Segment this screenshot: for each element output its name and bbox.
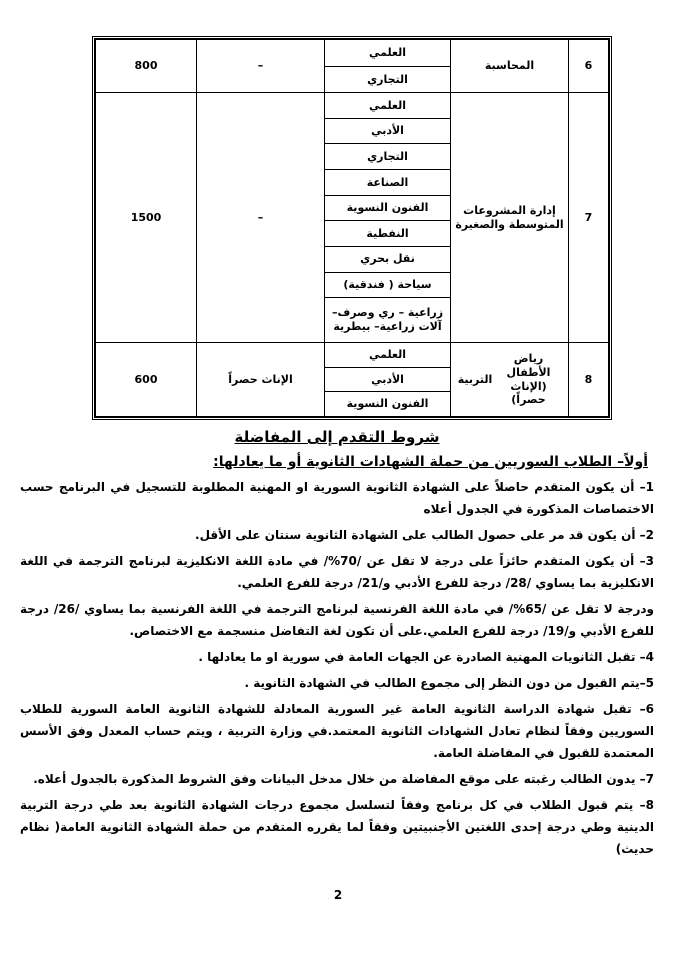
condition-cell: – bbox=[197, 93, 325, 343]
seats-cell: 600 bbox=[96, 343, 197, 417]
condition-paragraph: 6– تقبل شهادة الدراسة الثانوية العامة غير السورية المعادلة للشهادة الثانوية العامة السورية للطلاب السوريين وفقاً لنظام تعادل الشهادات الثانوية المعتمد.في وزارة التربية ، ويتم حساب المعدل وفق الأسس المعتمدة للقبول في المفاضلة العامة. bbox=[20, 702, 654, 760]
program-name: رياض الأطفال (الإناث حصراً) bbox=[506, 352, 551, 407]
program-name: المحاسبة bbox=[451, 40, 569, 93]
programs-table-frame bbox=[92, 36, 612, 420]
condition-paragraph: 3– أن يكون المتقدم حائزاً على درجة لا تقل عن /70%/ في مادة اللغة الانكليزية لبرنامج الترجمة في اللغة الانكليزية بما يساوي /28/ درجة للفرع الأدبي و/21/ درجة للفرع العلمي. bbox=[20, 554, 654, 590]
faculty-name: التربية bbox=[457, 372, 493, 386]
section-title: شروط التقدم إلى المفاضلة bbox=[234, 428, 440, 446]
page-number: 2 bbox=[333, 888, 343, 902]
programs-table bbox=[95, 39, 609, 417]
condition-paragraph: 7– يدون الطالب رغبته على موقع المفاضلة من خلال مدخل البيانات وفق الشروط المذكورة بالجدول أعلاه. bbox=[33, 772, 654, 786]
table-row bbox=[96, 93, 609, 119]
seats-cell: 800 bbox=[96, 40, 197, 93]
program-name: إدارة المشروعات المتوسطة والصغيرة bbox=[451, 93, 569, 343]
seats-cell: 1500 bbox=[96, 93, 197, 343]
faculty-cell bbox=[451, 343, 569, 417]
table-row bbox=[96, 40, 609, 67]
row-number: 7 bbox=[569, 93, 609, 343]
row-number: 6 bbox=[569, 40, 609, 93]
specialization-cell: نقل بحري bbox=[325, 246, 451, 272]
specialization-cell: زراعية – ري وصرف– آلات زراعية– بيطرية bbox=[325, 298, 451, 343]
specialization-cell: الأدبي bbox=[325, 367, 451, 392]
specialization-cell: سياحة ( فندقية) bbox=[325, 272, 451, 298]
specialization-cell: العلمي bbox=[325, 40, 451, 67]
condition-cell: – bbox=[197, 40, 325, 93]
specialization-cell: النفطية bbox=[325, 221, 451, 247]
specialization-cell: الأدبي bbox=[325, 118, 451, 144]
table-row bbox=[96, 343, 609, 368]
sub-title: أولاً– الطلاب السوريين من حملة الشهادات الثانوية أو ما يعادلها: bbox=[213, 454, 648, 470]
condition-paragraph: 2– أن يكون قد مر على حصول الطالب على الشهادة الثانوية سنتان على الأقل. bbox=[195, 528, 654, 542]
specialization-cell: الفنون النسوية bbox=[325, 195, 451, 221]
condition-paragraph: 8– يتم قبول الطلاب في كل برنامج وفقاً لتسلسل مجموع درجات الشهادة الثانوية بعد طي درجة التربية الدينية وطي درجة إحدى اللغتين الأجنبيتين وفقاً لما يقرره المتقدم من حملة الشهادة الثانوية العامة( نظام حديث) bbox=[20, 798, 654, 856]
conditions-section bbox=[20, 428, 654, 864]
condition-cell: الإناث حصراً bbox=[197, 343, 325, 417]
condition-paragraph: 1– أن يكون المتقدم حاصلاً على الشهادة الثانوية السورية او المهنية المطلوبة للتسجيل في البرنامج حسب الاختصاصات المذكورة في الجدول أعلاه bbox=[20, 480, 654, 516]
specialization-cell: العلمي bbox=[325, 93, 451, 119]
specialization-cell: التجاري bbox=[325, 66, 451, 93]
specialization-cell: الفنون النسوية bbox=[325, 392, 451, 417]
specialization-cell: الصناعة bbox=[325, 170, 451, 196]
specialization-cell: التجاري bbox=[325, 144, 451, 170]
condition-paragraph: 4– تقبل الثانويات المهنية الصادرة عن الجهات العامة في سورية او ما يعادلها . bbox=[198, 650, 654, 664]
row-number: 8 bbox=[569, 343, 609, 417]
condition-paragraph: ودرجة لا تقل عن /65%/ في مادة اللغة الفرنسية لبرنامج الترجمة في اللغة الفرنسية بما يساوي /26/ درجة للفرع الأدبي و/19/ درجة للفرع العلمي.على أن تكون لغة التفاضل منسجمة مع الاختصاص. bbox=[20, 602, 654, 638]
condition-paragraph: 5–يتم القبول من دون النظر إلى مجموع الطالب في الشهادة الثانوية . bbox=[244, 676, 654, 690]
specialization-cell: العلمي bbox=[325, 343, 451, 368]
